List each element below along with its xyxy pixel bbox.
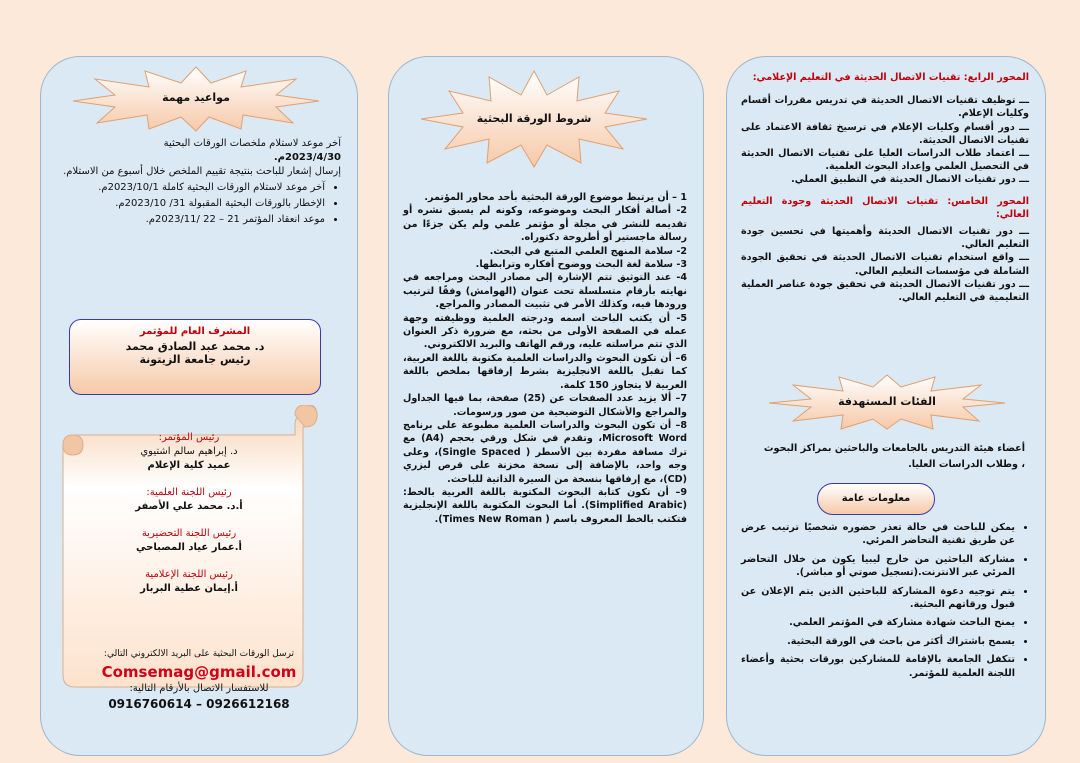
list-item: • تتكفل الجامعة بالإقامة للمشاركين بورقات بحثية وأعضاء اللجنة العلمية للمؤتمر. xyxy=(741,653,1015,680)
email-link[interactable]: Comsemag@gmail.com xyxy=(101,663,297,681)
list-item: 4- عند التوثيق تتم الإشارة إلى مصادر البحث ومراجعه في نهايته بأرقام متسلسلة تحت عنوان (الهوامش) وفقًا لترتيب ورودها فيه، وكذلك الأمر في تثبيت المصادر والمراجع. xyxy=(403,272,687,311)
email-note: ترسل الورقات البحثية على البريد الالكتروني التالي: xyxy=(103,649,295,659)
supervisor-name: د. محمد عبد الصادق محمد xyxy=(125,340,265,353)
phone-numbers: 0916760614 – 0926612168 xyxy=(108,697,290,711)
list-item: • يتم توجيه دعوة المشاركة للباحثين الذين يتم الإعلان عن قبول ورقاتهم البحثية. xyxy=(741,585,1015,612)
abstract-deadline-date: 2023/4/30م. xyxy=(273,152,341,163)
preparatory-heading: رئيس اللجنة التحضيرية xyxy=(141,528,237,539)
target-groups-text: أعضاء هيئة التدريس بالجامعات والباحثين بمراكز البحوث ، وطلاب الدراسات العليا. xyxy=(763,443,1025,470)
dates-section xyxy=(57,137,341,229)
dates-list xyxy=(57,181,341,227)
axis4-title: المحور الرابع: تقنيات الاتصال الحديثة في التعليم الإعلامي: xyxy=(752,72,1029,83)
chair-name: د. إبراهيم سالم اشتيوي xyxy=(140,446,238,457)
paper-conditions-burst xyxy=(419,69,649,169)
general-info-list xyxy=(741,521,1031,680)
important-dates-title: مواعيد مهمة xyxy=(162,91,230,104)
chair-role: عميد كلية الإعلام xyxy=(147,460,231,471)
list-item: 5- أن يكتب الباحث اسمه ودرجته العلمية ووظيفته وجهة عمله في الصفحة الأولى من بحثه، مع ضرورة ذكر العنوان الذي تتم مراسلته عليه، ورقم الهاتف والبريد الالكتروني. xyxy=(403,312,687,351)
list-item: ـــ اعتماد طلاب الدراسات العليا على تقنيات الاتصال الحديثة في التحصيل العلمي وإعداد البحوث العلمية. xyxy=(741,148,1029,173)
target-groups-burst xyxy=(767,373,1007,431)
scientific-name: أ.د. محمد علي الأصفر xyxy=(135,501,243,512)
supervisor-role: رئيس جامعة الزيتونة xyxy=(139,353,251,366)
list-item: 8– أن تكون البحوث والدراسات العلمية مطبوعة على برنامج Microsoft Word، وتقدم في شكل ورقي بحجم (A4) مع ترك مسافة مفردة بين الأسطر ( Single Spaced)، وعلى وجه واحد، بالإضافة إلى نسخة مخزنة على قرص ليزري (CD)، مع إرفاقها بنسخة من السيرة الذاتية للباحث. xyxy=(403,419,687,485)
paper-conditions-title: شروط الورقة البحثية xyxy=(476,112,592,125)
axes-section xyxy=(741,71,1029,304)
list-item: ـــ دور تقنيات الاتصال الحديثة في تحقيق جودة عناصر العملية التعليمية في التعليم العالي. xyxy=(741,278,1029,304)
preparatory-name: أ.عمار عياد المصباحي xyxy=(136,542,242,553)
general-info-title: معلومات عامة xyxy=(817,483,935,515)
left-panel xyxy=(40,56,358,756)
list-item: 2- سلامة المنهج العلمي المتبع في البحث. xyxy=(489,245,687,257)
list-item: • مشاركة الباحثين من خارج ليبيا يكون من خلال التحاضر المرئي عبر الانترنت.(تسجيل صوتي أو مباشر). xyxy=(741,553,1015,580)
list-item: • آخر موعد لاستلام الورقات البحثية كاملة 2023/10/1م. xyxy=(57,181,325,195)
middle-panel xyxy=(388,56,704,756)
list-item: 2- أصالة أفكار البحث وموضوعه، وكونه لم يسبق نشره أو تقديمه للنشر في مجلة أو مؤتمر علمي ولم يكن جزءًا من رسالة ماجستير أو أطروحة دكتوراه. xyxy=(403,205,687,244)
list-item: 6– أن تكون البحوث والدراسات العلمية مكتوبة باللغة العربية، كما تقبل باللغة الانجليزية بشرط إرفاقها بملخص باللغة العربية لا يتجاوز 150 كلمة. xyxy=(403,352,687,391)
list-item: 9– أن تكون كتابة البحوث المكتوبة باللغة العربية بالخط: (Simplified Arabic). أما البحوث المكتوبة باللغة الإنجليزية فتكتب بالخط المعروف باسم ( Times New Roman). xyxy=(403,486,687,525)
abstract-deadline: آخر موعد لاستلام ملخصات الورقات البحثية xyxy=(163,138,341,149)
list-item: ـــ دور تقنيات الاتصال الحديثة في التطبيق العملي. xyxy=(791,174,1029,186)
list-item: • يمنح الباحث شهادة مشاركة في المؤتمر العلمي. xyxy=(741,616,1015,629)
media-heading: رئيس اللجنة الإعلامية xyxy=(145,569,233,580)
list-item: ـــ واقع استخدام تقنيات الاتصال الحديثة في تحقيق الجودة الشاملة في مؤسسات التعليم العالي. xyxy=(741,252,1029,277)
chair-heading: رئيس المؤتمر: xyxy=(158,432,220,443)
list-item: ـــ توظيف تقنيات الاتصال الحديثة في تدريس مقررات أقسام وكليات الإعلام. xyxy=(741,95,1029,120)
contact-section xyxy=(53,649,345,711)
important-dates-burst xyxy=(71,65,321,133)
media-name: أ.إيمان عطية البربار xyxy=(140,583,238,594)
general-info-section xyxy=(741,521,1031,682)
axis5-title: المحور الخامس: تقنيات الاتصال الحديثة وجودة التعليم العالي: xyxy=(741,195,1029,220)
phone-note: للاستفسار الاتصال بالأرقام التالية: xyxy=(129,683,269,694)
list-item: 7– ألا يزيد عدد الصفحات عن (25) صفحة، بما فيها الجداول والمراجع والأشكال التوضيحية من صور ورسومات. xyxy=(403,393,687,418)
list-item: 1 – أن يرتبط موضوع الورقة البحثية بأحد محاور المؤتمر. xyxy=(424,192,687,203)
list-item: ـــ دور تقنيات الاتصال الحديثة وأهميتها في تحسين جودة التعليم العالي. xyxy=(741,226,1029,251)
supervisor-box xyxy=(69,319,321,395)
conditions-list xyxy=(403,191,687,526)
supervisor-title: المشرف العام للمؤتمر xyxy=(139,326,251,337)
list-item: • يمكن للباحث في حالة تعذر حضوره شخصيًا ترتيب عرض عن طريق تقنية التحاضر المرئي. xyxy=(741,521,1015,548)
list-item: • الإخطار بالورقات البحثية المقبولة 31/ 2023/10م. xyxy=(57,197,325,211)
notification-note: إرسال إشعار للباحث بنتيجة تقييم الملخص خلال أسبوع من الاستلام. xyxy=(63,166,341,177)
target-groups-title: الفئات المستهدفة xyxy=(838,395,936,408)
list-item: • موعد انعقاد المؤتمر 21 – 22 /2023/11م. xyxy=(57,213,325,227)
scientific-heading: رئيس اللجنة العلمية: xyxy=(146,487,232,498)
right-panel xyxy=(726,56,1046,756)
list-item: • يسمح باشتراك أكثر من باحث في الورقة البحثية. xyxy=(741,635,1015,648)
list-item: ـــ دور أقسام وكليات الإعلام في ترسيخ ثقافة الاعتماد على تقنيات الاتصال الحديثة. xyxy=(741,121,1029,146)
list-item: 3- سلامة لغة البحث ووضوح أفكاره وترابطها. xyxy=(475,259,687,271)
committees-text xyxy=(55,431,323,609)
